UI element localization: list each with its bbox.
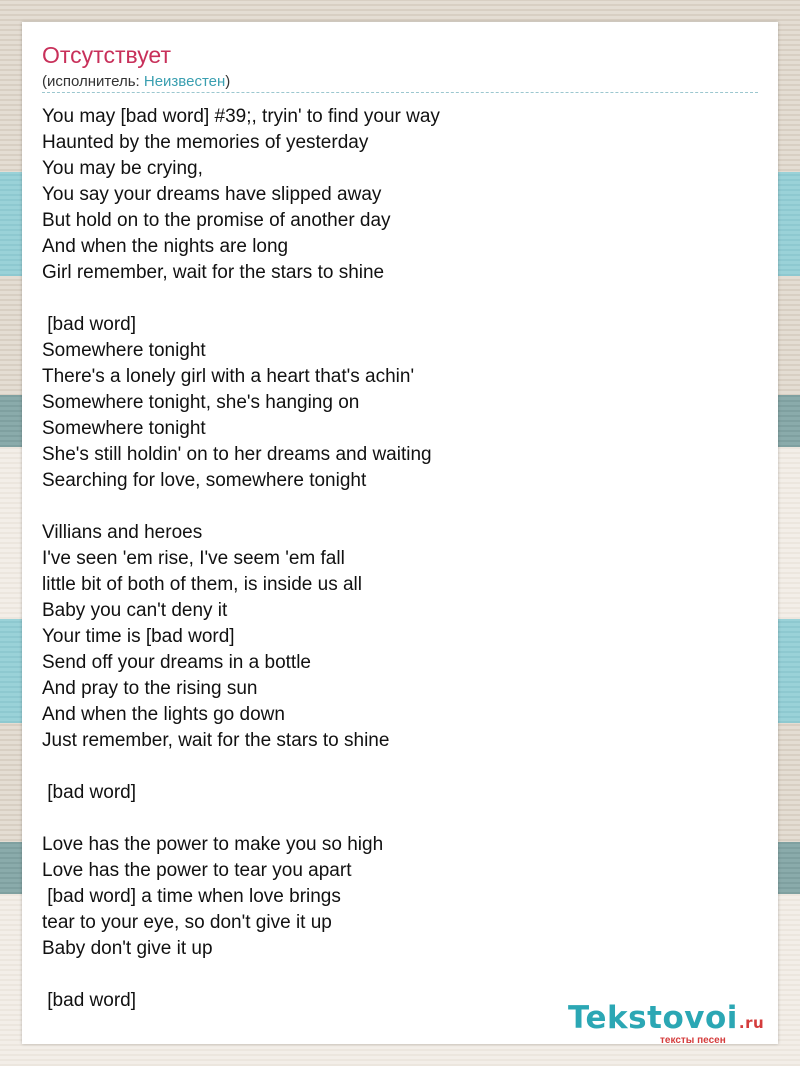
lyric-line: And pray to the rising sun bbox=[42, 678, 258, 699]
lyric-line: Searching for love, somewhere tonight bbox=[42, 470, 367, 491]
artist-prefix: (исполнитель: bbox=[42, 73, 144, 90]
lyric-line: Girl remember, wait for the stars to shine bbox=[42, 262, 385, 283]
logo-main-text: Tekstovoi bbox=[568, 1000, 738, 1036]
lyric-line: Somewhere tonight bbox=[42, 418, 206, 439]
lyric-line: Your time is [bad word] bbox=[42, 626, 235, 647]
lyric-line: [bad word] bbox=[42, 782, 136, 803]
artist-link[interactable]: Неизвестен bbox=[143, 73, 226, 90]
logo-tagline: тексты песен bbox=[660, 1035, 726, 1046]
lyric-line: Just remember, wait for the stars to shine bbox=[42, 730, 390, 751]
lyric-line: You may be crying, bbox=[42, 158, 203, 179]
lyric-line: Send off your dreams in a bottle bbox=[42, 652, 311, 673]
site-logo[interactable] bbox=[568, 1000, 778, 1046]
lyric-line: [bad word] bbox=[42, 990, 136, 1011]
lyrics-text bbox=[42, 104, 440, 1014]
lyric-line bbox=[42, 286, 440, 312]
lyric-line: Somewhere tonight, she's hanging on bbox=[42, 392, 360, 413]
lyric-line: tear to your eye, so don't give it up bbox=[42, 912, 332, 933]
lyric-line: Somewhere tonight bbox=[42, 340, 206, 361]
title-divider bbox=[42, 92, 758, 93]
lyric-line: And when the nights are long bbox=[42, 236, 289, 257]
lyric-line: Love has the power to tear you apart bbox=[42, 860, 352, 881]
song-title: Отсутствует bbox=[42, 42, 171, 68]
lyric-line: But hold on to the promise of another day bbox=[42, 210, 391, 231]
lyric-line: Baby don't give it up bbox=[42, 938, 213, 959]
lyric-line: little bit of both of them, is inside us all bbox=[42, 574, 362, 595]
lyric-line: Villians and heroes bbox=[42, 522, 203, 543]
lyric-line: You say your dreams have slipped away bbox=[42, 184, 382, 205]
lyric-line bbox=[42, 806, 440, 832]
lyric-line: Baby you can't deny it bbox=[42, 600, 228, 621]
lyric-line: I've seen 'em rise, I've seem 'em fall bbox=[42, 548, 345, 569]
lyric-line bbox=[42, 754, 440, 780]
lyric-line: And when the lights go down bbox=[42, 704, 285, 725]
lyrics-card bbox=[22, 22, 778, 1044]
logo-tld: .ru bbox=[738, 1014, 765, 1032]
lyric-line: She's still holdin' on to her dreams and waiting bbox=[42, 444, 432, 465]
lyric-line: You may [bad word] #39;, tryin' to find your way bbox=[42, 106, 440, 127]
lyric-line: [bad word] a time when love brings bbox=[42, 886, 341, 907]
lyric-line: Haunted by the memories of yesterday bbox=[42, 132, 369, 153]
lyric-line bbox=[42, 962, 440, 988]
lyric-line: [bad word] bbox=[42, 314, 136, 335]
lyric-line: Love has the power to make you so high bbox=[42, 834, 384, 855]
artist-line bbox=[42, 73, 230, 90]
lyric-line: There's a lonely girl with a heart that's achin' bbox=[42, 366, 415, 387]
lyric-line bbox=[42, 494, 440, 520]
artist-suffix: ) bbox=[225, 73, 231, 90]
logo-wordmark bbox=[568, 1000, 764, 1036]
